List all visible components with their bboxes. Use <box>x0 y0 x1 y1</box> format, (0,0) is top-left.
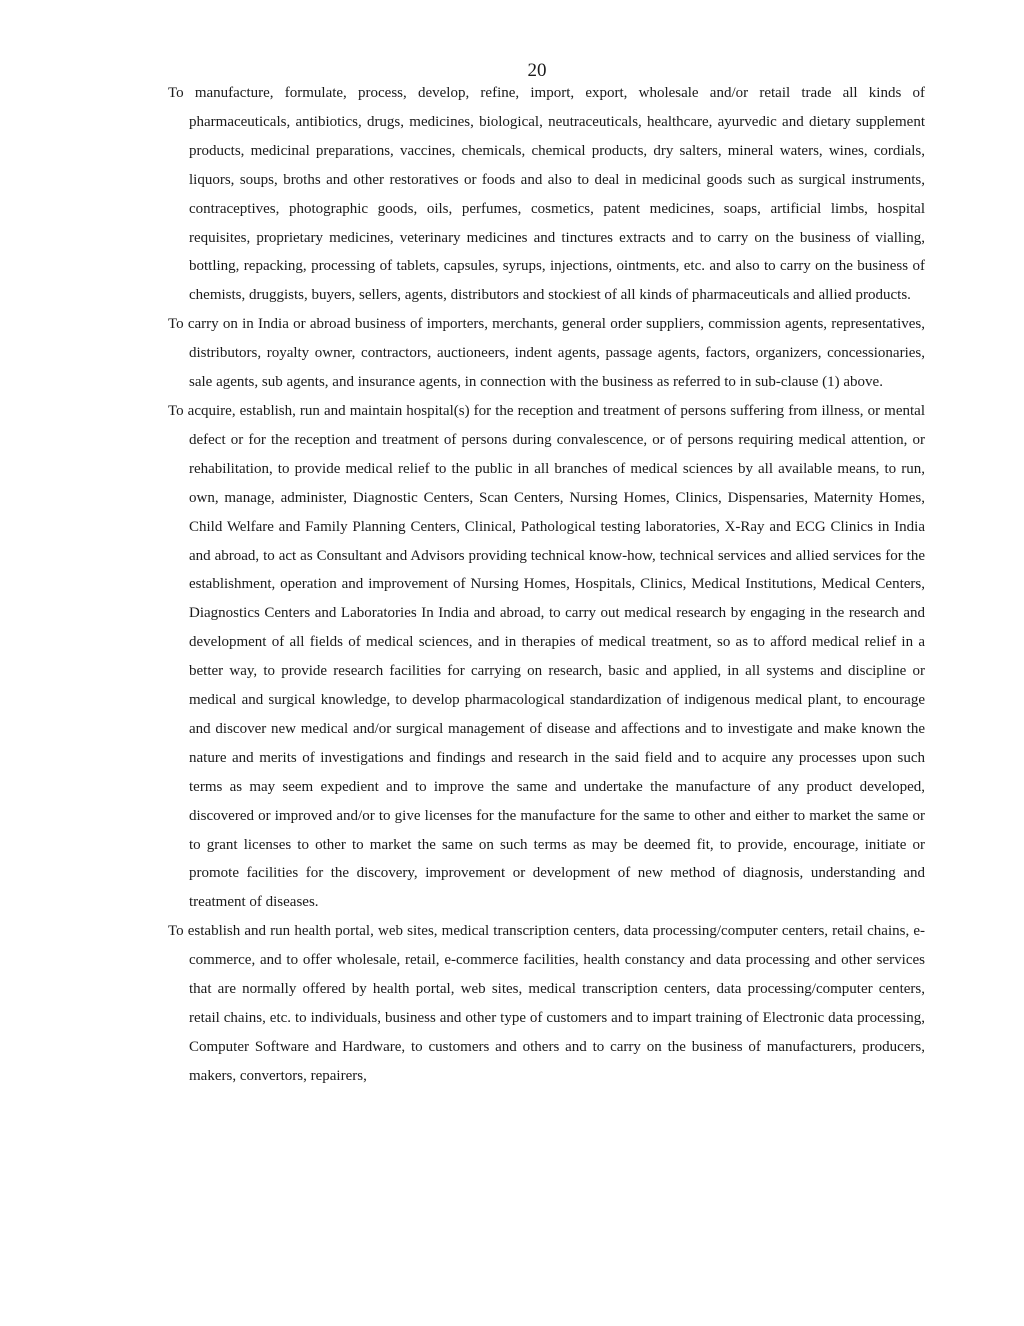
objects-clauses <box>168 79 925 1091</box>
page-number: 20 <box>527 60 547 81</box>
clause-manufacture-pharmaceuticals: To manufacture, formulate, process, develop, refine, import, export, wholesale and/or retail trade all kinds of pharmaceuticals, antibiotics, drugs, medicines, biological, neutraceuticals, healthcare, ayurvedic and dietary supplement products, medicinal preparations, vaccines, chemicals, chemical products, dry salters, mineral waters, wines, cordials, liquors, soups, broths and other restoratives or foods and also to deal in medicinal goods such as surgical instruments, contraceptives, photographic goods, oils, perfumes, cosmetics, patent medicines, soaps, artificial limbs, hospital requisites, proprietary medicines, veterinary medicines and tinctures extracts and to carry on the business of vialling, bottling, repacking, processing of tablets, capsules, syrups, injections, ointments, etc. and also to carry on the business of chemists, druggists, buyers, sellers, agents, distributors and stockiest of all kinds of pharmaceuticals and allied products. <box>168 85 925 304</box>
clause-health-portal: To establish and run health portal, web sites, medical transcription centers, data processing/computer centers, retail chains, e-commerce, and to offer wholesale, retail, e-commerce facilities, health constancy and data processing and other services that are normally offered by health portal, web sites, medical transcription centers, data processing/computer centers, retail chains, etc. to individuals, business and other type of customers and to impart training of Electronic data processing, Computer Software and Hardware, to customers and others and to carry on the business of manufacturers, producers, makers, convertors, repairers, <box>168 923 925 1084</box>
clause-hospitals-research: To acquire, establish, run and maintain hospital(s) for the reception and treatment of persons suffering from illness, or mental defect or for the reception and treatment of persons during convalescence, or of persons requiring medical attention, or rehabilitation, to provide medical relief to the public in all branches of medical sciences by all available means, to run, own, manage, administer, Diagnostic Centers, Scan Centers, Nursing Homes, Clinics, Dispensaries, Maternity Homes, Child Welfare and Family Planning Centers, Clinical, Pathological testing laboratories, X-Ray and ECG Clinics in India and abroad, to act as Consultant and Advisors providing technical know-how, technical services and allied services for the establishment, operation and improvement of Nursing Homes, Hospitals, Clinics, Medical Institutions, Medical Centers, Diagnostics Centers and Laboratories In India and abroad, to carry out medical research by engaging in the research and development of all fields of medical sciences, and in therapies of medical treatment, so as to afford medical relief in a better way, to provide research facilities for carrying on research, basic and applied, in all systems and discipline or medical and surgical knowledge, to develop pharmacological standardization of indigenous medical plant, to encourage and discover new medical and/or surgical management of disease and affections and to investigate and make known the nature and merits of investigations and findings and research in the said field and to acquire any processes upon such terms as may seem expedient and to improve the same and undertake the manufacture of any product developed, discovered or improved and/or to give licenses for the manufacture for the same to other and either to market the same or to grant licenses to other to market the same on such terms as may be deemed fit, to provide, encourage, initiate or promote facilities for the discovery, improvement or development of new method of diagnosis, understanding and treatment of diseases. <box>168 402 925 911</box>
clause-business-agents: To carry on in India or abroad business of importers, merchants, general order suppliers, commission agents, representatives, distributors, royalty owner, contractors, auctioneers, indent agents, passage agents, factors, organizers, concessionaries, sale agents, sub agents, and insurance agents, in connection with the business as referred to in sub-clause (1) above. <box>168 316 925 391</box>
